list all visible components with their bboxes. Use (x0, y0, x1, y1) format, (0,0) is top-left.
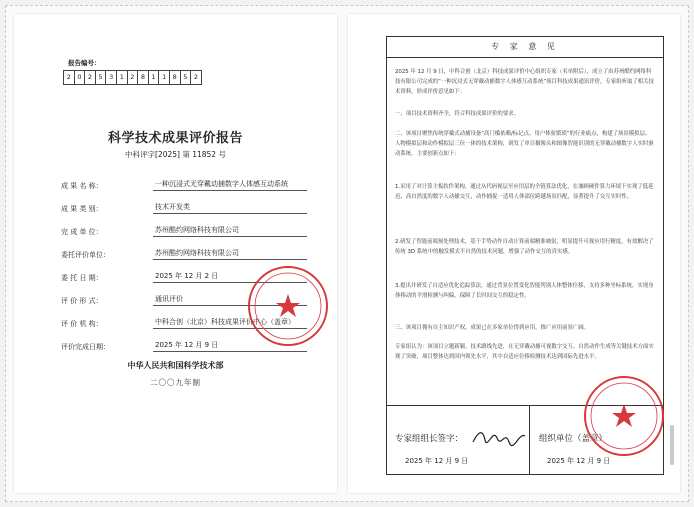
vertical-scrollbar[interactable] (670, 425, 674, 465)
serial-digit: 1 (159, 71, 170, 84)
field-completing-unit (61, 225, 307, 237)
serial-digit: 8 (170, 71, 181, 84)
issuing-ministry: 中华人民共和国科学技术部 (127, 361, 224, 370)
serial-digit: 1 (149, 71, 160, 84)
field-label: 委托评价单位： (61, 251, 110, 259)
report-cover-page (14, 14, 337, 493)
seal-graphic (586, 378, 662, 454)
report-title: 科学技术成果评价报告 (107, 131, 243, 146)
opinion-paragraph: 三、该项目拥有自主知识产权，成果已在多家单位得到应用，推广应用前景广阔。 (395, 325, 590, 331)
org-sign-date: 2025 年 12 月 9 日 (547, 457, 611, 465)
document-number: 中科评字[2025] 第 11852 号 (125, 150, 226, 159)
field-achievement-category (61, 202, 307, 214)
leader-signature (471, 426, 527, 448)
field-label: 评价完成日期： (61, 343, 110, 351)
serial-digit: 2 (193, 73, 198, 81)
field-value: 2025 年 12 月 2 日 (153, 271, 307, 283)
official-seal (584, 376, 664, 456)
serial-digit: 3 (106, 71, 117, 84)
serial-digit: 5 (181, 71, 192, 84)
serial-digit: 0 (75, 71, 86, 84)
opinion-paragraph: 二、该项目聚焦传统穿戴式动捕设备“高门槛依赖/标记点、用户体验繁琐”的行业痛点，构建了场景模拟层、人物模拟层和动作模拟层三位一体的技术架构，研发了单目摄像头和图像智能识别的无穿戴动捕数字人实时驱动系统，主要创新点如下： (395, 131, 654, 157)
opinion-paragraph: 一、项目技术资料齐全，符合科技成果评价的要求。 (395, 111, 519, 117)
field-value: 技术开发类 (153, 202, 307, 214)
field-achievement-name (61, 179, 307, 191)
serial-digit: 2 (128, 71, 139, 84)
opinion-paragraph: 2025 年 12 月 9 日，中科合创（北京）科技成果评价中心组织专家（名单附后），成立了由苏州酷约网络科技有限公司完成的“一种沉浸式无穿戴动捕数字人体感互动系统”项目科技成果通讯评价，专家组听取了相关技术资料，形成评价意见如下： (395, 69, 654, 95)
opinion-paragraph: 3.提出并研发了自适应优化追踪算法，通过背景位置变化智能判别人体整体位移，支持多种坐标系统，实现身体移动的平滑检测与纠偏，保障了长时间交互的稳定性。 (395, 283, 654, 299)
field-value: 中科合创（北京）科技成果评价中心（盖章） (153, 317, 307, 329)
field-label: 完 成 单 位： (61, 228, 103, 236)
expert-opinion-page (348, 14, 680, 493)
org-seal-label: 组织单位（盖章） (539, 434, 608, 444)
serial-digit: 2 (85, 71, 96, 84)
serial-digit: 2 (64, 71, 75, 84)
field-value: 通讯评价 (153, 294, 307, 306)
serial-label: 报告编号： (68, 59, 101, 67)
field-label: 成 果 名 称： (61, 182, 103, 190)
serial-digit: 1 (117, 71, 128, 84)
field-label: 评 价 形 式： (61, 297, 103, 305)
field-label: 评 价 机 构： (61, 320, 103, 328)
serial-digit: 5 (96, 71, 107, 84)
opinion-heading: 专 家 意 见 (387, 37, 663, 58)
official-seal (248, 266, 328, 346)
opinion-paragraph: 专家组认为：该项目立题新颖，技术路线先进，在无穿戴动捕可视数字交互、自然动作生成等关键技术方面实现了突破，项目整体达到国内领先水平，其中自适应位移检测技术达到国际先进水平。 (395, 344, 654, 360)
field-value: 苏州酷约网络科技有限公司 (153, 225, 307, 237)
seal-graphic (250, 268, 326, 344)
field-label: 成 果 类 别： (61, 205, 103, 213)
field-commissioning-unit (61, 248, 307, 260)
serial-digit: 8 (138, 71, 149, 84)
field-value: 一种沉浸式无穿戴动捕数字人体感互动系统 (153, 179, 307, 191)
serial-number-box (63, 70, 202, 85)
leader-signature-label: 专家组组长签字： (395, 434, 464, 444)
signature-divider (529, 406, 530, 475)
field-value: 2025 年 12 月 9 日 (153, 340, 307, 352)
opinion-paragraph: 1.采用了对计算主板软件架构，通过从代码视层至应用层的全链算法优化，在兼顾硬件算力环境下实现了低延迟、高自然度的数字人动捕交互，动作捕捉一适用人体部位跨越场景匹配，显著提升了交互实时性。 (395, 184, 654, 200)
opinion-paragraph: 2.研发了智能前端预处理技术，基于手势动作自动计算前端精准映射，明显提升可视应用行精度，有效解决了传统 3D 系统中的触发模式不自然的技术问题，增强了动作交互的真实感。 (395, 239, 654, 255)
field-value: 苏州酷约网络科技有限公司 (153, 248, 307, 260)
field-label: 委 托 日 期： (61, 274, 103, 282)
leader-sign-date: 2025 年 12 月 9 日 (405, 457, 469, 465)
made-year: 二〇〇九年制 (150, 378, 201, 387)
